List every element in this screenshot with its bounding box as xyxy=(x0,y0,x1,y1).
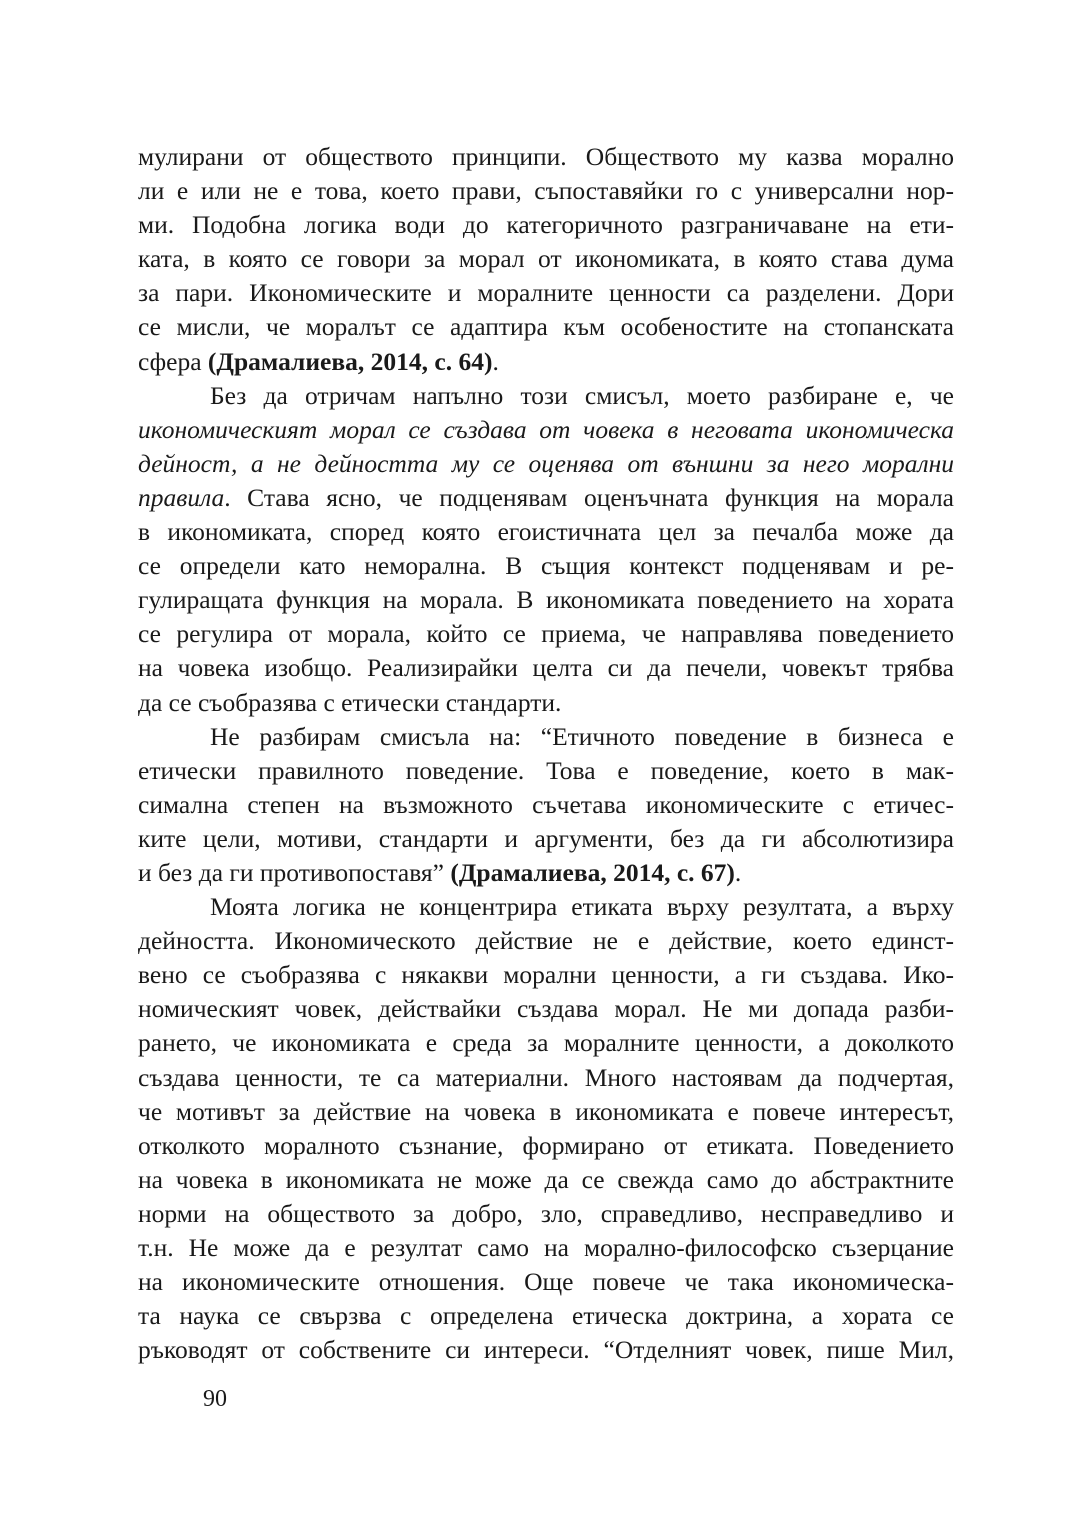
text-line: та наука се свързва с определена етическа доктрина, а хората се xyxy=(138,1301,954,1331)
text-line: рането, че икономиката е среда за моралните ценности, а доколкото xyxy=(138,1028,954,1058)
text-line xyxy=(138,345,954,379)
text-line: да се съобразява с етически стандарти. xyxy=(138,687,562,717)
text-segment: . xyxy=(492,346,499,376)
text-segment: . Става ясно, че подценявам оценъчната функция на морала xyxy=(224,482,954,512)
text-segment: . xyxy=(734,857,742,887)
text-line: ката, в която се говори за морал от икономиката, в която става дума xyxy=(138,244,954,274)
text-line: на икономическите отношения. Още повече че така икономическа- xyxy=(138,1267,954,1297)
text-line: на човека в икономиката не може да се свежда само до абстрактните xyxy=(138,1164,954,1194)
text-line: че мотивът за действие на човека в икономиката е повече интересът, xyxy=(138,1096,954,1126)
emphasis-segment: правила xyxy=(138,482,225,512)
text-line: симална степен на възможното съчетава икономическите с етичес- xyxy=(138,789,954,819)
citation: (Драмалиева, 2014, с. 64) xyxy=(207,346,493,376)
text-line: ми. Подобна логика води до категоричното разграничаване на ети- xyxy=(138,210,954,240)
text-line: ръководят от собствените си интереси. “Отделният човек, пише Мил, xyxy=(138,1335,954,1365)
text-line: на човека изобщо. Реализирайки целта си да печели, човекът трябва xyxy=(138,653,954,683)
text-line: се мисли, че моралът се адаптира към особеностите на стопанската xyxy=(138,312,954,342)
emphasis-line: икономическият морал се създава от човека в неговата икономическа xyxy=(138,414,954,444)
body-text xyxy=(138,140,954,1367)
text-line: дейността. Икономическото действие не е действие, което единст- xyxy=(138,926,954,956)
text-segment: сфера xyxy=(138,346,208,376)
citation: (Драмалиева, 2014, с. 67) xyxy=(450,857,735,887)
text-line: ли е или не е това, което прави, съпоставяйки го с универсални нор- xyxy=(138,176,954,206)
paragraph-1 xyxy=(138,140,954,379)
text-line: отколкото моралното съзнание, формирано от етиката. Поведението xyxy=(138,1130,954,1160)
text-line xyxy=(138,856,954,890)
text-line: в икономиката, според която егоистичната цел за печалба може да xyxy=(138,517,954,547)
text-line: се регулира от морала, който се приема, че направлява поведението xyxy=(138,619,954,649)
text-line xyxy=(138,481,954,515)
text-line: Без да отричам напълно този смисъл, моето разбиране е, че xyxy=(210,380,954,410)
text-line: ките цели, мотиви, стандарти и аргументи, без да ги абсолютизира xyxy=(138,823,954,853)
text-line: мулирани от обществото принципи. Обществото му казва морално xyxy=(138,142,954,171)
text-line: се определи като неморална. В същия контекст подценявам и ре- xyxy=(138,551,954,581)
page-number: 90 xyxy=(203,1386,227,1412)
text-line: Не разбирам смисъла на: “Етичното поведение в бизнеса е xyxy=(210,721,954,751)
text-segment: и без да ги противопоставя” xyxy=(138,857,451,887)
text-line: т.н. Не може да е резултат само на морално-философско съзерцание xyxy=(138,1233,954,1262)
text-line: норми на обществото за добро, зло, справедливо, несправедливо и xyxy=(138,1198,954,1228)
text-line: за пари. Икономическите и моралните ценности са разделени. Дори xyxy=(138,278,954,308)
text-line: етически правилното поведение. Това е поведение, което в мак- xyxy=(138,755,954,785)
text-line: номическият човек, действайки създава морал. Не ми допада разби- xyxy=(138,994,954,1024)
paragraph-2 xyxy=(138,379,954,720)
paragraph-4 xyxy=(138,890,954,1367)
paragraph-3 xyxy=(138,720,954,890)
emphasis-line: дейност, а не дейността му се оценява от външни за него морални xyxy=(138,448,954,478)
text-line: вено се съобразява с някакви морални ценности, а ги създава. Ико- xyxy=(138,960,954,990)
text-line: гулиращата функция на морала. В икономиката поведението на хората xyxy=(138,585,954,615)
text-line: създава ценности, те са материални. Много настоявам да подчертая, xyxy=(138,1062,954,1092)
text-line: Моята логика не концентрира етиката върху резултата, а върху xyxy=(210,892,954,922)
